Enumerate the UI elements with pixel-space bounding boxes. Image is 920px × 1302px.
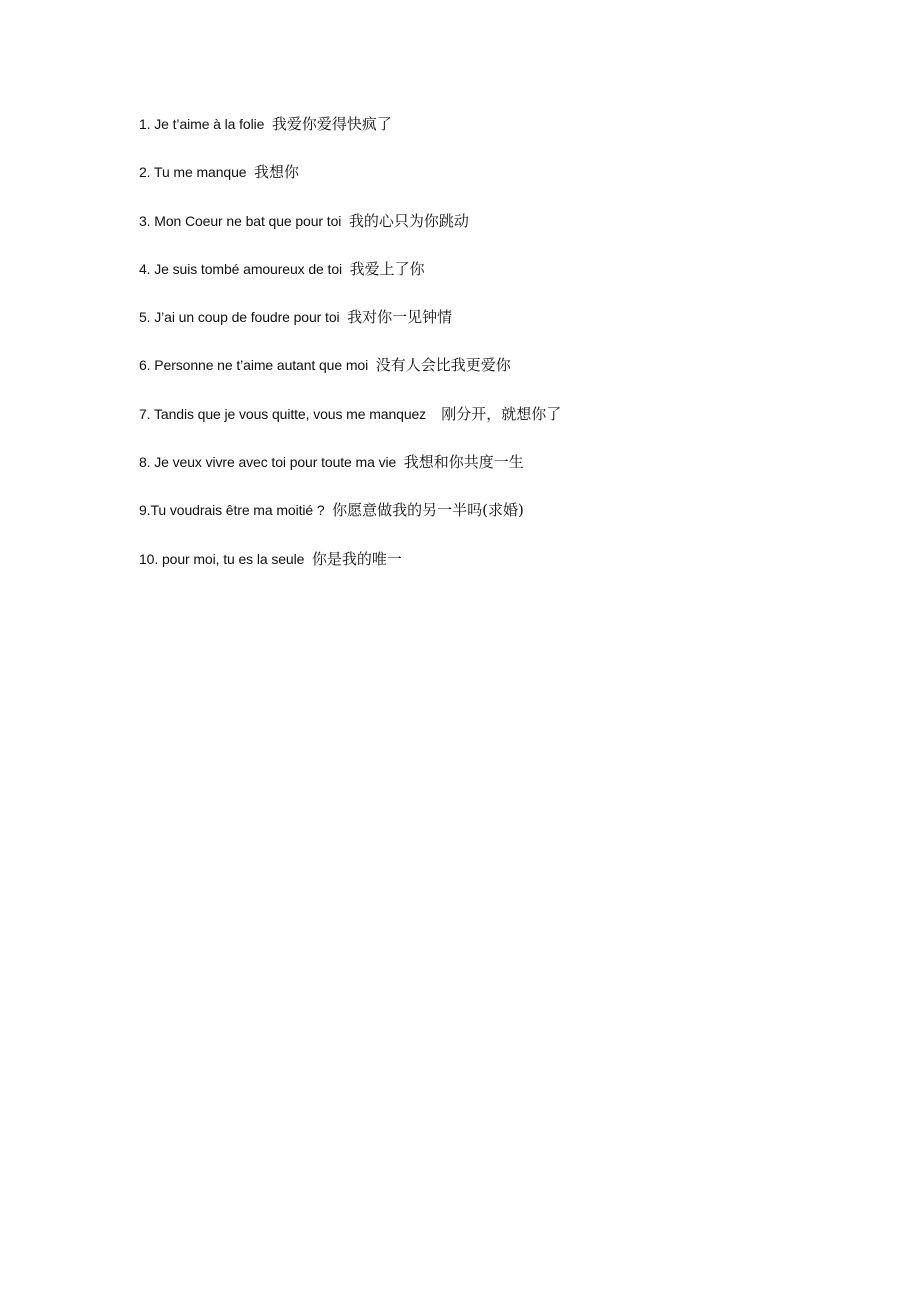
phrase-list [139, 112, 561, 595]
chinese-translation: 没有人会比我更爱你 [375, 356, 511, 375]
chinese-translation: 刚分开，就想你了 [441, 404, 562, 423]
phrase-line-9 [139, 498, 561, 546]
french-phrase: 1. Je t’aime à la folie [139, 116, 272, 132]
chinese-translation: 我爱上了你 [349, 259, 425, 278]
chinese-translation: 我对你一见钟情 [347, 308, 453, 327]
french-phrase: 9.Tu voudrais être ma moitié ? [139, 502, 333, 519]
phrase-line-7 [139, 402, 561, 450]
chinese-translation: 你愿意做我的另一半吗(求婚) [332, 501, 524, 520]
phrase-line-10 [139, 547, 561, 595]
french-phrase: 6. Personne ne t’aime autant que moi [139, 357, 376, 374]
french-phrase: 7. Tandis que je vous quitte, vous me manquez [139, 405, 442, 422]
french-phrase: 10. pour moi, tu es la seule [139, 550, 312, 567]
phrase-line-6 [139, 353, 561, 401]
french-phrase: 4. Je suis tombé amoureux de toi [139, 260, 350, 277]
phrase-line-2 [139, 160, 561, 208]
french-phrase: 8. Je veux vivre avec toi pour toute ma vie [139, 454, 404, 471]
phrase-line-5 [139, 305, 561, 353]
phrase-line-1 [139, 112, 561, 160]
phrase-line-3 [139, 209, 561, 257]
chinese-translation: 我的心只为你跳动 [348, 211, 469, 230]
chinese-translation: 我想你 [254, 163, 300, 182]
french-phrase: 5. J’ai un coup de foudre pour toi [139, 309, 348, 326]
chinese-translation: 我爱你爱得快疯了 [271, 115, 392, 133]
phrase-line-4 [139, 257, 561, 305]
french-phrase: 2. Tu me manque [139, 164, 255, 181]
phrase-line-8 [139, 450, 561, 498]
chinese-translation: 我想和你共度一生 [403, 453, 524, 472]
chinese-translation: 你是我的唯一 [311, 549, 402, 568]
french-phrase: 3. Mon Coeur ne bat que pour toi [139, 212, 349, 229]
